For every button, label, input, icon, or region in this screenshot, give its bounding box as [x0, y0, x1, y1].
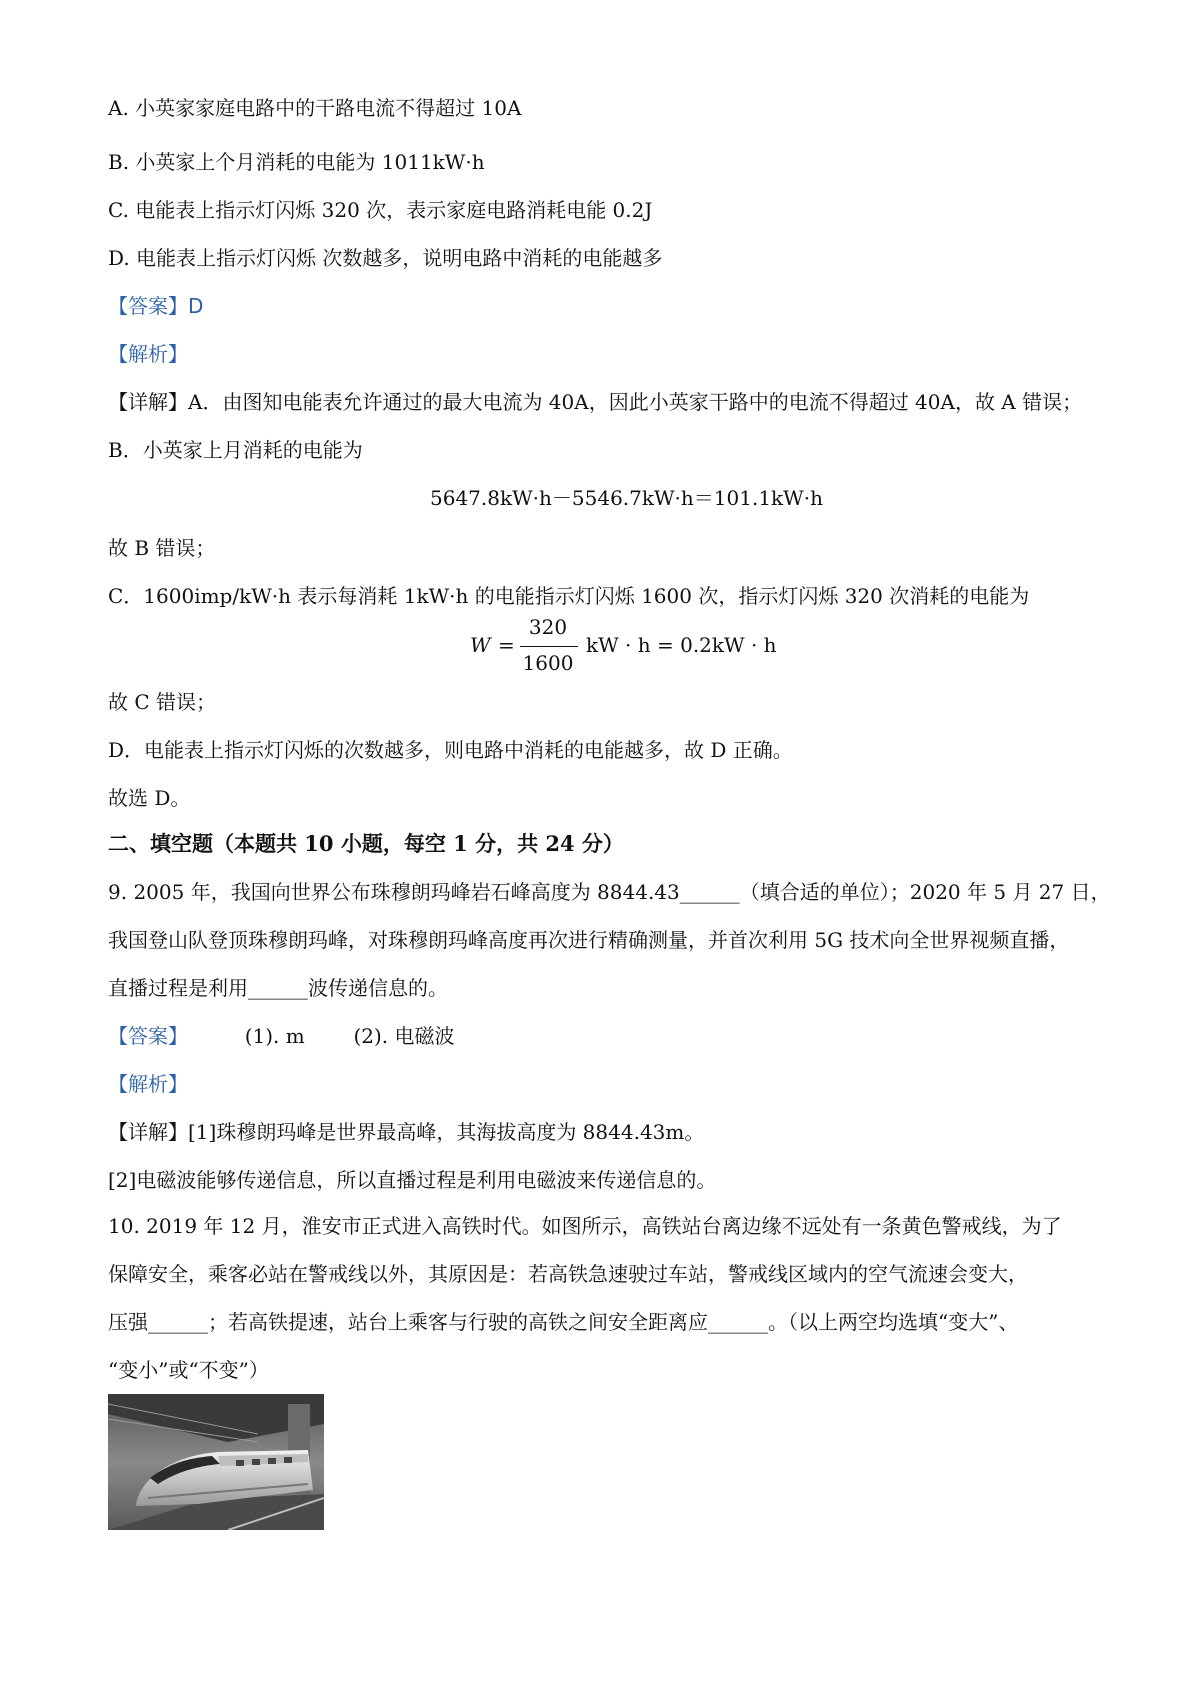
answer-2: (2). 电磁波: [353, 1024, 455, 1048]
section-heading: 二、填空题（本题共 10 小题，每空 1 分，共 24 分）: [108, 831, 624, 856]
detail-tag: 【详解】: [108, 1120, 188, 1144]
q9-analysis: [108, 1070, 188, 1098]
q8-conclude-c: 故 C 错误；: [108, 690, 217, 714]
q8-detail-a: [108, 388, 1082, 416]
fraction-numerator: 320: [528, 615, 568, 639]
equation-rest: kW · h = 0.2kW · h: [586, 633, 777, 657]
fraction-denominator: 1600: [522, 651, 574, 675]
analysis-tag: 【解析】: [108, 342, 188, 366]
train-photo: [108, 1394, 324, 1530]
option-b: B. 小英家上个月消耗的电能为 1011kW·h: [108, 150, 485, 174]
equation-variable: W: [470, 633, 491, 657]
q8-analysis: [108, 340, 188, 368]
q10-line-2: 保障安全，乘客必站在警戒线以外，其原因是：若高铁急速驶过车站，警戒线区域内的空气流速会变大，: [108, 1262, 1028, 1286]
q8-detail-c: C．1600imp/kW·h 表示每消耗 1kW·h 的电能指示灯闪烁 1600 次，指示灯闪烁 320 次消耗的电能为: [108, 584, 1030, 608]
option-d: D. 电能表上指示灯闪烁 次数越多，说明电路中消耗的电能越多: [108, 246, 663, 270]
q8-answer: [108, 292, 203, 320]
analysis-tag: 【解析】: [108, 1072, 188, 1096]
q10-line-4: “变小”或“不变”）: [108, 1358, 269, 1382]
fraction-bar: [520, 646, 578, 647]
equation-b: 5647.8kW·h－5546.7kW·h＝101.1kW·h: [430, 486, 823, 510]
q9-line-1: 9. 2005 年，我国向世界公布珠穆朗玛峰岩石峰高度为 8844.43______（填合适的单位）；2020 年 5 月 27 日，: [108, 880, 1111, 904]
q9-answer: [108, 1022, 455, 1050]
detail-1-text: [1]珠穆朗玛峰是世界最高峰，其海拔高度为 8844.43m。: [188, 1120, 705, 1144]
q8-detail-b: B．小英家上月消耗的电能为: [108, 438, 363, 462]
q10-line-1: 10. 2019 年 12 月，淮安市正式进入高铁时代。如图所示，高铁站台离边缘不远处有一条黄色警戒线，为了: [108, 1214, 1062, 1238]
q8-detail-d: D．电能表上指示灯闪烁的次数越多，则电路中消耗的电能越多，故 D 正确。: [108, 738, 793, 762]
q10-line-3: 压强______；若高铁提速，站台上乘客与行驶的高铁之间安全距离应______。（以上两空均选填“变大”、: [108, 1310, 1019, 1334]
q9-detail-2: [2]电磁波能够传递信息，所以直播过程是利用电磁波来传递信息的。: [108, 1168, 717, 1192]
q9-detail-1: [108, 1118, 704, 1146]
option-c: C. 电能表上指示灯闪烁 320 次，表示家庭电路消耗电能 0.2J: [108, 198, 653, 222]
detail-a-text: A．由图知电能表允许通过的最大电流为 40A，因此小英家干路中的电流不得超过 40A，故 A 错误；: [188, 390, 1083, 414]
answer-tag: 【答案】: [108, 294, 188, 318]
equation-equals: =: [498, 633, 515, 657]
q8-conclude-b: 故 B 错误；: [108, 536, 216, 560]
answer-1: (1). m: [244, 1024, 305, 1048]
q8-final: 故选 D。: [108, 786, 191, 810]
answer-value: D: [188, 294, 204, 318]
option-a: A. 小英家家庭电路中的干路电流不得超过 10A: [108, 96, 522, 120]
q9-line-2: 我国登山队登顶珠穆朗玛峰，对珠穆朗玛峰高度再次进行精确测量，并首次利用 5G 技术向全世界视频直播，: [108, 928, 1070, 952]
detail-tag: 【详解】: [108, 390, 188, 414]
answer-tag: 【答案】: [108, 1024, 188, 1048]
q9-line-3: 直播过程是利用______波传递信息的。: [108, 976, 448, 1000]
